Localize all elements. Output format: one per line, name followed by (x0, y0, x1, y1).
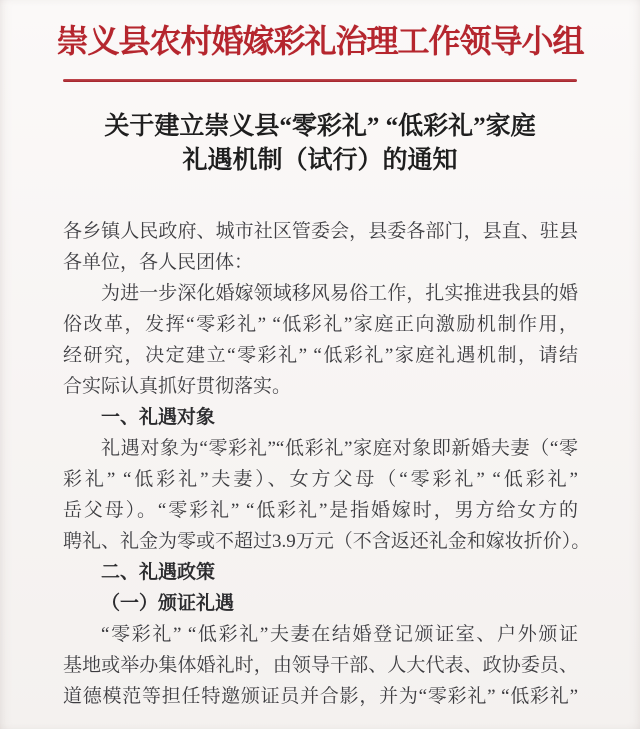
document-title-line-2: 礼遇机制（试行）的通知 (182, 147, 458, 174)
body-line: 聘礼、礼金为零或不超过3.9万元（不含返还礼金和嫁妆折价）。 (63, 531, 591, 552)
body-line: “零彩礼” “低彩礼”夫妻在结婚登记颁证室、户外颁证 (101, 624, 578, 645)
body-line: 岳父母）。“零彩礼” “低彩礼”是指婚嫁时，男方给女方的 (63, 500, 578, 521)
body-line: 为进一步深化婚嫁领域移风易俗工作，扎实推进我县的婚 (101, 283, 578, 304)
document-body (63, 216, 591, 712)
body-line: 道德模范等担任特邀颁证员并合影，并为“零彩礼” “低彩礼” (63, 686, 578, 707)
section-heading: 一、礼遇对象 (101, 407, 216, 428)
body-line: 各单位，各人民团体： (63, 252, 254, 273)
body-line: 合实际认真抓好贯彻落实。 (63, 376, 292, 397)
body-line: 基地或举办集体婚礼时，由领导干部、人大代表、政协委员、 (63, 655, 578, 676)
subsection-heading: （一）颁证礼遇 (101, 593, 235, 614)
body-line: 俗改革，发挥“零彩礼” “低彩礼”家庭正向激励机制作用， (63, 314, 578, 335)
body-line: 经研究，决定建立“零彩礼” “低彩礼”家庭礼遇机制，请结 (63, 345, 578, 366)
letterhead-divider (63, 79, 577, 82)
section-heading: 二、礼遇政策 (101, 562, 216, 583)
document-title-line-1: 关于建立崇义县“零彩礼” “低彩礼”家庭 (104, 113, 536, 140)
body-line: 各乡镇人民政府、城市社区管委会，县委各部门，县直、驻县 (63, 221, 578, 242)
body-line: 礼遇对象为“零彩礼”“低彩礼”家庭对象即新婚夫妻（“零 (101, 438, 578, 459)
letterhead (0, 0, 640, 82)
letterhead-org-name: 崇义县农村婚嫁彩礼治理工作领导小组 (56, 23, 584, 59)
document-title (0, 110, 640, 178)
body-line: 彩礼” “低彩礼”夫妻）、女方父母（“零彩礼” “低彩礼” (63, 469, 578, 490)
